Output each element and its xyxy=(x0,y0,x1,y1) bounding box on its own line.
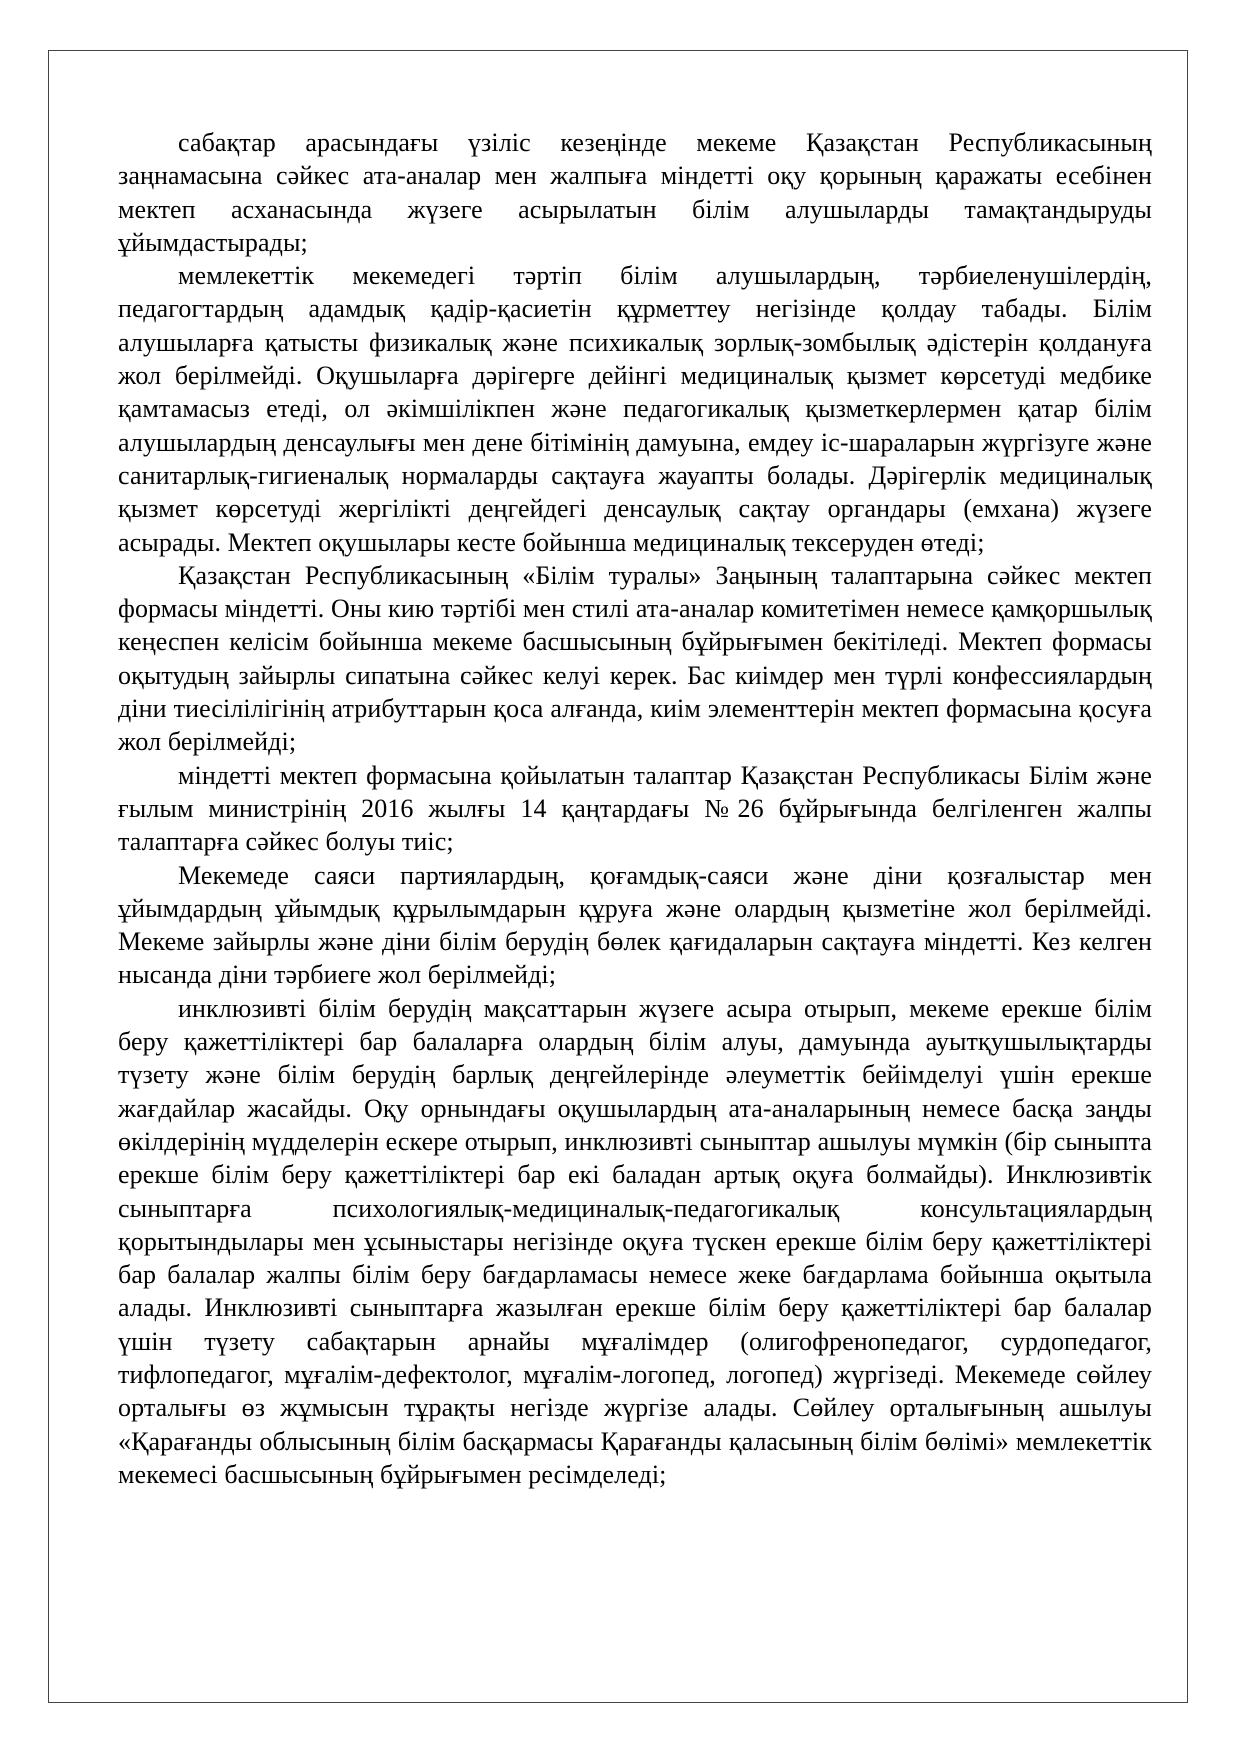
paragraph-uniform-requirements: міндетті мектеп формасына қойылатын талаптар Қазақстан Республикасы Білім және ғылым министрінің 2016 жылғы 14 қаңтардағы №26 бұйрығында белгіленген жалпы талаптарға сәйкес болуы тиіс; xyxy=(118,760,1152,857)
paragraph-inclusive-education: инклюзивті білім берудің мақсаттарын жүзеге асыра отырып, мекеме ерекше білім беру қажеттіліктері бар балаларға олардың білім алуы, дамуында ауытқушылықтарды түзету және білім берудің барлық деңгейлерінде әлеуметтік бейімделуі үшін ерекше жағдайлар жасайды. Оқу орнындағы оқушылардың ата-аналарының немесе басқа заңды өкілдерінің мүдделерін ескере отырып, инклюзивті сыныптар ашылуы мүмкін (бір сыныпта ерекше білім беру қажеттіліктері бар екі баладан артық оқуға болмайды). Инклюзивтік сыныптарға психологиялық-медициналық-педагогикалық консультациялардың қорытындылары мен ұсыныстары негізінде оқуға түскен ерекше білім беру қажеттіліктері бар балалар жалпы білім беру бағдарламасы немесе жеке бағдарлама бойынша оқытыла алады. Инклюзивті сыныптарға жазылған ерекше білім беру қажеттіліктері бар балалар үшін түзету сабақтарын арнайы мұғалімдер (олигофренопедагог, сурдопедагог, тифлопедагог, мұғалім-дефектолог, мұғалім-логопед, логопед) жүргізеді. Мекемеде сөйлеу орталығы өз жұмысын тұрақты негізде жүргізе алады. Сөйлеу орталығының ашылуы «Қарағанды облысының білім басқармасы Қарағанды қаласының білім бөлімі» мемлекеттік мекемесі басшысының бұйрығымен ресімделеді; xyxy=(118,993,1152,1489)
paragraph-school-meals: сабақтар арасындағы үзіліс кезеңінде мекеме Қазақстан Республикасының заңнамасына сәйкес ата-аналар мен жалпыға міндетті оқу қорының қаражаты есебінен мектеп асханасында жүзеге асырылатын білім алушыларды тамақтандыруды ұйымдастырады; xyxy=(118,128,1152,257)
paragraph-school-uniform: Қазақстан Республикасының «Білім туралы» Заңының талаптарына сәйкес мектеп формасы міндетті. Оны кию тәртібі мен стилі ата-аналар комитетімен немесе қамқоршылық кеңеспен келісім бойынша мекеме басшысының бұйрығымен бекітіледі. Мектеп формасы оқытудың зайырлы сипатына сәйкес келуі керек. Бас киімдер мен түрлі конфессиялардың діни тиесілілігінің атрибуттарын қоса алғанда, киім элементтерін мектеп формасына қосуға жол берілмейді; xyxy=(118,560,1152,757)
document-body xyxy=(118,126,1152,1491)
paragraph-political-religious: Мекемеде саяси партиялардың, қоғамдық-саяси және діни қозғалыстар мен ұйымдардың ұйымдық құрылымдарын құруға және олардың қызметіне жол берілмейді. Мекеме зайырлы және діни білім берудің бөлек қағидаларын сақтауға міндетті. Кез келген нысанда діни тәрбиеге жол берілмейді; xyxy=(118,860,1152,990)
paragraph-discipline-medical: мемлекеттік мекемедегі тәртіп білім алушылардың, тәрбиеленушілердің, педагогтардың адамдық қадір-қасиетін құрметтеу негізінде қолдау табады. Білім алушыларға қатысты физикалық және психикалық зорлық-зомбылық әдістерін қолдануға жол берілмейді. Оқушыларға дәрігерге дейінгі медициналық қызмет көрсетуді медбике қамтамасыз етеді, ол әкімшілікпен және педагогикалық қызметкерлермен қатар білім алушылардың денсаулығы мен дене бітімінің дамуына, емдеу іс-шараларын жүргізуге және санитарлық-гигиеналық нормаларды сақтауға жауапты болады. Дәрігерлік медициналық қызмет көрсетуді жергілікті деңгейдегі денсаулық сақтау органдары (емхана) жүзеге асырады. Мектеп оқушылары кесте бойынша медициналық тексеруден өтеді; xyxy=(118,261,1152,557)
